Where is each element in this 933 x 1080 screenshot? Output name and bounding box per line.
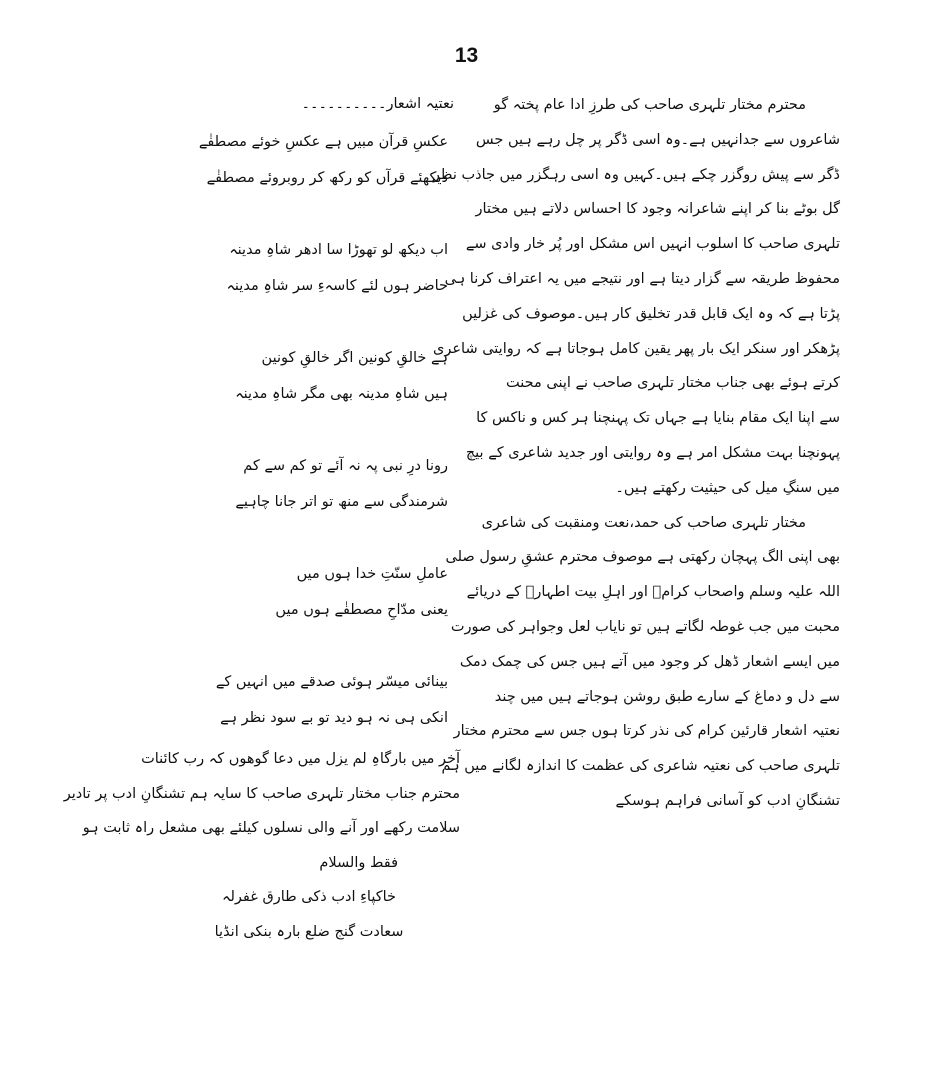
prose-line: ڈگر سے پیش روگزر چکے ہیں۔کہیں وہ اسی رہگزر میں جاذب نظر — [432, 166, 840, 183]
verse-line: عاملِ سنّتِ خدا ہوں میں — [296, 566, 448, 582]
prose-line: تلہری صاحب کا اسلوب انہیں اس مشکل اور پُر خار وادی سے — [465, 236, 840, 253]
prose-line: مختار تلہری صاحب کی حمد،نعت ومنقبت کی شاعری — [481, 514, 806, 531]
stanza — [122, 664, 460, 736]
verse-line: عکسِ قرآن مبیں ہے عکسِ خوئے مصطفٰے — [198, 134, 448, 150]
prose-line: تلہری صاحب کی نعتیہ شاعری کی عظمت کا اندازہ لگانے میں ہم — [441, 758, 840, 775]
salutation: فقط والسلام — [319, 854, 398, 871]
prose-column — [432, 88, 840, 819]
section-heading: نعتیہ اشعار۔۔۔۔۔۔۔۔۔۔ — [301, 96, 454, 112]
closing-line: سلامت رکھے اور آنے والی نسلوں کیلئے بھی مشعل راہ ثابت ہو — [82, 820, 460, 836]
verse-line: انکی ہی نہ ہو دید تو بے سود نظر ہے — [220, 710, 448, 726]
closing-line: محترم جناب مختار تلہری صاحب کا سایہ ہم تشنگانِ ادب پر تادیر — [63, 785, 460, 802]
prose-line: پڑتا ہے کہ وہ ایک قابل قدر تخلیق کار ہیں۔موصوف کی غزلیں — [462, 305, 840, 322]
prose-line: اللہ علیہ وسلم واصحاب کرامؓ اور اہلِ بیت اطہارؓ کے دریائے — [466, 584, 840, 601]
prose-line: سے اپنا ایک مقام بنایا ہے جہاں تک پہنچنا ہر کس و ناکس کا — [476, 410, 840, 427]
verse-line: حاضر ہوں لئے کاسہءِ سر شاہِ مدینہ — [226, 278, 448, 294]
closing-line: آخر میں بارگاہِ لم یزل میں دعا گوھوں کہ رب کائنات — [141, 751, 460, 767]
prose-line: شاعروں سے جدانہیں ہے۔وہ اسی ڈگر پر چل رہے ہیں جس — [475, 131, 840, 148]
prose-line: کرتے ہوئے بھی جناب مختار تلہری صاحب نے اپنی محنت — [506, 375, 840, 392]
poem-column — [122, 88, 460, 772]
prose-line: بھی اپنی الگ پہچان رکھتی ہے موصوف محترم عشقِ رسول صلی — [445, 549, 840, 566]
prose-line: نعتیہ اشعار قارئین کرام کی نذر کرتا ہوں جس سے محترم مختار — [453, 723, 840, 740]
stanza — [122, 232, 460, 304]
verse-line: دیکھئے قرآں کو رکھ کر روبروئے مصطفٰے — [206, 170, 448, 186]
verse-line: شرمندگی سے منھ تو اتر جانا چاہیے — [235, 494, 448, 510]
prose-line: محبت میں جب غوطہ لگاتے ہیں تو نایاب لعل وجواہر کی صورت — [450, 618, 840, 635]
prose-line: محفوظ طریقہ سے گزار دیتا ہے اور نتیجے میں یہ اعتراف کرنا ہی — [444, 270, 840, 287]
prose-line: محترم مختار تلہری صاحب کی طرزِ ادا عام پختہ گو — [493, 97, 806, 113]
stanza — [122, 556, 460, 628]
prose-line: گل بوٹے بنا کر اپنے شاعرانہ وجود کا احساس دلاتے ہیں مختار — [475, 201, 840, 218]
closing-block — [63, 742, 460, 949]
prose-line: میں سنگِ میل کی حیثیت رکھتے ہیں۔ — [615, 479, 840, 496]
verse-line: ہے خالقِ کونین اگر خالقِ کونین — [261, 350, 448, 366]
verse-line: اب دیکھ لو تھوڑا سا ادھر شاہِ مدینہ — [229, 242, 448, 258]
prose-line: سے دل و دماغ کے سارے طبق روشن ہوجاتے ہیں میں چند — [494, 688, 840, 705]
prose-line: پہونچنا بہت مشکل امر ہے وہ روایتی اور جدید شاعری کے بیچ — [465, 444, 840, 461]
author-location: سعادت گنج ضلع بارہ بنکی انڈیا — [214, 923, 404, 940]
verse-line: رونا درِ نبی پہ نہ آئے تو کم سے کم — [243, 458, 448, 474]
verse-line: یعنی مدّاحِ مصطفٰے ہوں میں — [275, 602, 448, 618]
stanza — [122, 340, 460, 412]
page-number: 13 — [454, 44, 479, 67]
stanza — [122, 448, 460, 520]
prose-line: پڑھکر اور سنکر ایک بار پھر یقین کامل ہوجاتا ہے کہ روایتی شاعری — [433, 340, 840, 357]
author-signature: خاکپاءِ ادب ذکی طارق غفرلہ — [222, 889, 396, 905]
prose-line: میں ایسے اشعار ڈھل کر وجود میں آتے ہیں جس کی چمک دمک — [459, 653, 840, 670]
verse-line: ہیں شاہِ مدینہ بھی مگر شاہِ مدینہ — [235, 386, 448, 402]
prose-line: تشنگانِ ادب کو آسانی فراہم ہوسکے — [615, 792, 840, 809]
stanza — [122, 124, 460, 196]
verse-line: بینائی میسّر ہوئی صدقے میں انہیں کے — [215, 674, 448, 690]
